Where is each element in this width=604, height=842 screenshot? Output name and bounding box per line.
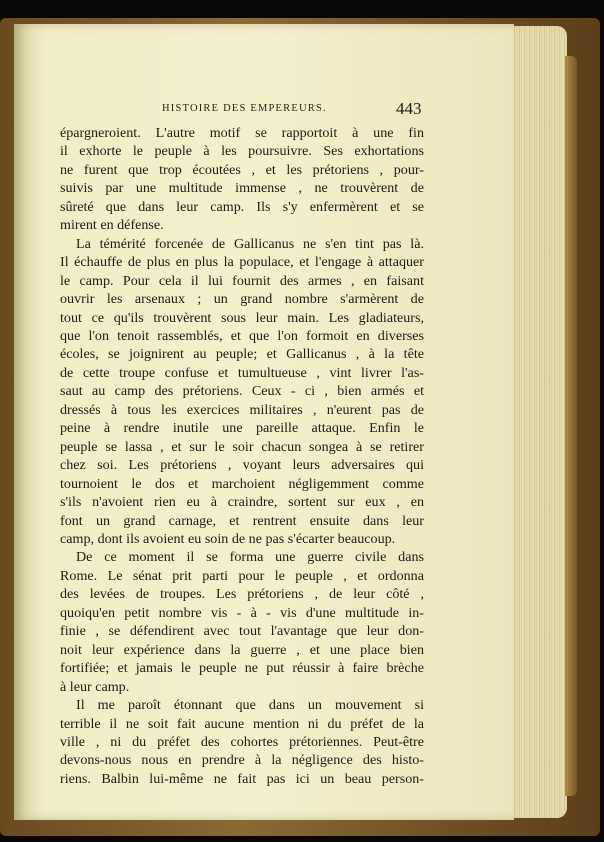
- running-header: [14, 77, 514, 118]
- text-line: le camp. Pour cela il lui fournit des armes , en faisant: [60, 272, 424, 289]
- text-line: finie , se défendirent avec tout l'avantage que leur don-: [60, 623, 424, 640]
- text-line: Rome. Le sénat prit parti pour le peuple , et ordonna: [60, 567, 424, 584]
- text-line: chez soi. Les prétoriens , voyant leurs adversaires qui: [60, 457, 424, 474]
- text-line: tournoient le dos et marchoient négligemment comme: [60, 475, 424, 492]
- page-edges: [505, 26, 567, 818]
- text-line: des levées de troupes. Les prétoriens , de leur côté ,: [60, 586, 424, 603]
- book-page: [14, 24, 514, 820]
- text-line: tout ce qu'ils trouvèrent sous leur main. Les gladiateurs,: [60, 309, 424, 326]
- text-line: épargneroient. L'autre motif se rapportoit à une fin: [60, 125, 424, 141]
- text-line: devons-nous nous en prendre à la négligence des histo-: [60, 752, 424, 769]
- text-line: il exhorte le peuple à les poursuivre. Ses exhortations: [60, 143, 424, 160]
- running-header-title: HISTOIRE DES EMPEREURS.: [162, 103, 327, 114]
- text-line: Il me paroît étonnant que dans un mouvement si: [76, 697, 424, 714]
- text-line: ouvrir les arsenaux ; un grand nombre s'armèrent de: [60, 291, 424, 308]
- text-line: peuple se lassa , et sur le soir chacun songea à se retirer: [60, 438, 424, 455]
- paragraph: [60, 548, 424, 696]
- text-line: peine à rendre inutile une pareille attaque. Enfin le: [60, 420, 424, 437]
- text-line: font un grand carnage, et rentrent ensuite dans leur: [60, 512, 424, 529]
- paragraph: [60, 124, 424, 235]
- text-line: écoles, se joignirent au peuple; et Gallicanus , à la tête: [60, 346, 424, 363]
- text-line: que l'on tenoit rassemblés, et que l'on formoit en diverses: [60, 327, 424, 344]
- text-line: noit leur expérience dans la guerre , et une place bien: [60, 641, 424, 658]
- body-text: [60, 124, 424, 788]
- text-line: camp, dont ils avoient eu soin de ne pas s'écarter beaucoup.: [60, 530, 396, 547]
- text-line: De ce moment il se forma une guerre civile dans: [76, 549, 424, 566]
- text-line: terrible il ne soit fait aucune mention ni du préfet de la: [60, 715, 424, 732]
- text-line: fortifiée; et jamais le peuple ne put réussir à faire brèche: [60, 660, 424, 677]
- text-line: à leur camp.: [60, 678, 130, 695]
- paragraph: [60, 696, 424, 788]
- paragraph: [60, 235, 424, 549]
- text-line: ne furent que trop écoutées , et les prétoriens , pour-: [60, 161, 424, 178]
- text-line: de cette troupe confuse et tumultueuse , vint livrer l'as-: [60, 364, 424, 381]
- text-line: quoiqu'en petit nombre vis - à - vis d'une multitude in-: [60, 604, 424, 621]
- text-line: saut au camp des prétoriens. Ceux - ci , bien armés et: [60, 383, 424, 400]
- text-line: sûreté que dans leur camp. Ils s'y enfermèrent et se: [60, 198, 424, 215]
- text-line: riens. Balbin lui-même ne fait pas ici un beau person-: [60, 770, 424, 787]
- text-line: La témérité forcenée de Gallicanus ne s'en tint pas là.: [76, 235, 424, 252]
- text-line: Il échauffe de plus en plus la populace, et l'engage à attaquer: [60, 254, 424, 271]
- page-number: 443: [396, 99, 422, 118]
- text-line: suivis par une multitude immense , ne trouvèrent de: [60, 180, 424, 197]
- text-line: s'ils n'avoient rien eu à craindre, sortent sur eux , en: [60, 494, 424, 511]
- text-line: dressés à tous les exercices militaires , n'eurent pas de: [60, 401, 424, 418]
- text-line: mirent en défense.: [60, 217, 164, 234]
- text-line: ville , ni du préfet des cohortes prétoriennes. Peut-être: [60, 733, 424, 750]
